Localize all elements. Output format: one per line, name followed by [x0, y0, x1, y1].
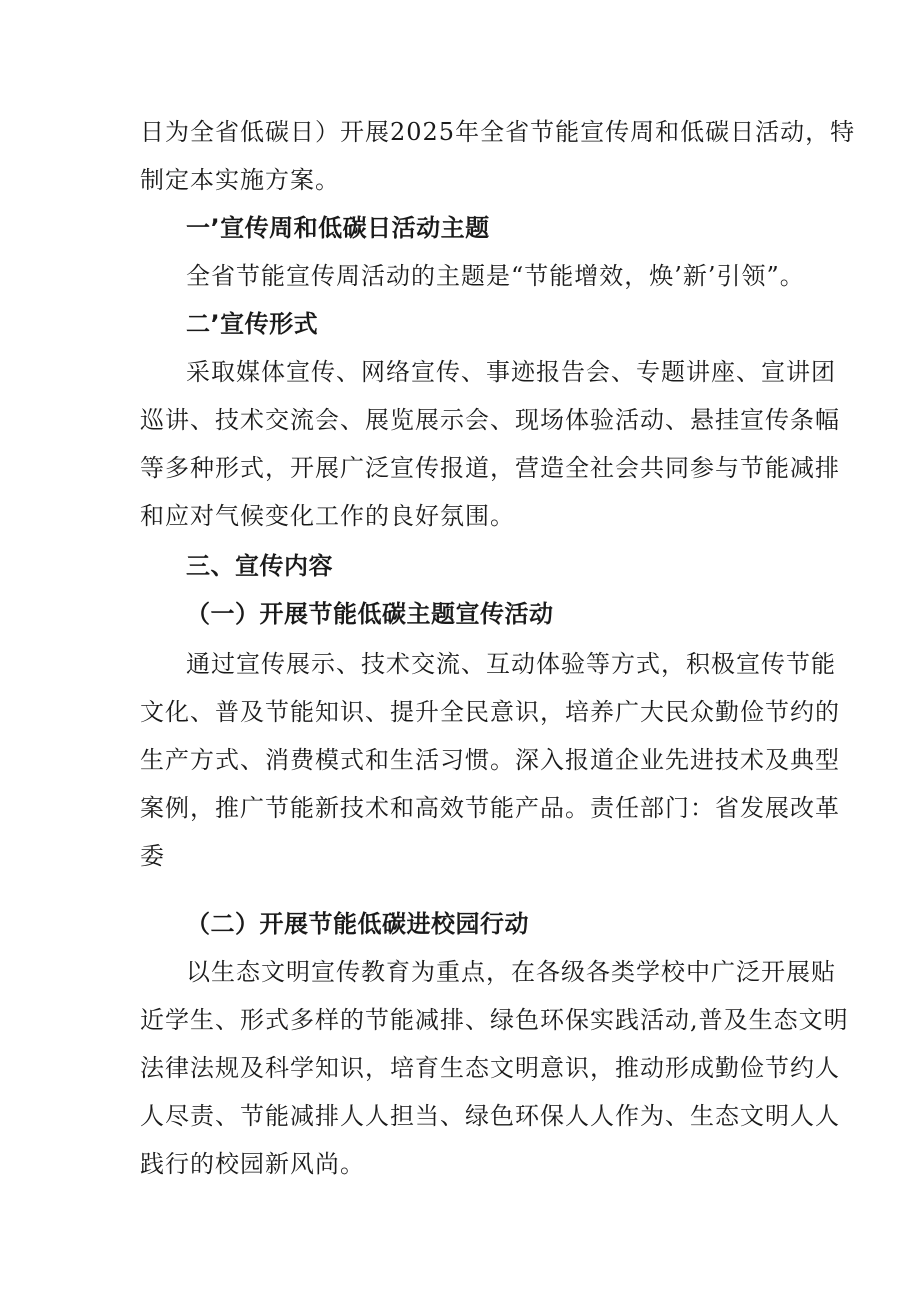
subsection-2-line: 以生态文明宣传教育为重点，在各级各类学校中广泛开展贴: [186, 958, 836, 986]
subsection-2-line: 法律法规及科学知识，培育生态文明意识，推动形成勤俭节约人: [140, 1054, 840, 1082]
subsection-2-heading: （二）开展节能低碳进校园行动: [186, 910, 529, 938]
section-2-line: 巡讲、技术交流会、展览展示会、现场体验活动、悬挂宣传条幅: [140, 406, 840, 434]
subsection-1-line: 通过宣传展示、技术交流、互动体验等方式，积极宣传节能: [186, 650, 836, 678]
section-2-line: 和应对气候变化工作的良好氛围。: [140, 502, 515, 530]
subsection-1-line: 委: [140, 842, 165, 870]
subsection-2-line: 人尽责、节能减排人人担当、绿色环保人人作为、生态文明人人: [140, 1102, 840, 1130]
subsection-2-line: 近学生、形式多样的节能减排、绿色环保实践活动,普及生态文明: [140, 1006, 849, 1034]
section-2-line: 采取媒体宣传、网络宣传、事迹报告会、专题讲座、宣讲团: [186, 358, 836, 386]
subsection-1-line: 案例，推广节能新技术和高效节能产品。责任部门：省发展改革: [140, 794, 840, 822]
section-3-heading: 三、宣传内容: [186, 552, 333, 580]
section-2-heading: 二’宣传形式: [186, 310, 319, 338]
section-2-line: 等多种形式，开展广泛宣传报道，营造全社会共同参与节能减排: [140, 454, 840, 482]
intro-line-1: 日为全省低碳日）开展2025年全省节能宣传周和低碳日活动，特: [140, 118, 856, 146]
subsection-1-heading: （一）开展节能低碳主题宣传活动: [186, 600, 554, 628]
intro-line-2: 制定本实施方案。: [140, 166, 340, 194]
subsection-1-line: 生产方式、消费模式和生活习惯。深入报道企业先进技术及典型: [140, 746, 840, 774]
section-1-heading: 一’宣传周和低碳日活动主题: [186, 214, 490, 242]
subsection-2-line: 践行的校园新风尚。: [140, 1150, 365, 1178]
subsection-1-line: 文化、普及节能知识、提升全民意识，培养广大民众勤俭节约的: [140, 698, 840, 726]
section-1-body: 全省节能宣传周活动的主题是“节能增效，焕’新’引领”。: [186, 262, 805, 290]
